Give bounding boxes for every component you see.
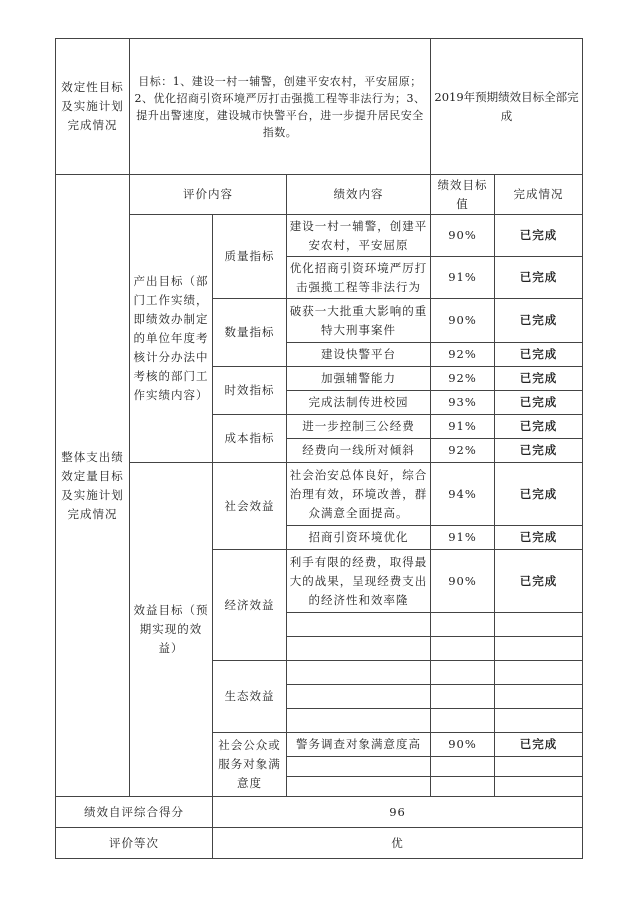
header-target-value: 绩效目标值 [431,175,495,215]
quantity-row-2-value: 92% [431,343,495,367]
social-row-2-value: 91% [431,526,495,550]
economic-benefit-label: 经济效益 [213,550,287,661]
quality-row-2-status: 已完成 [495,257,583,299]
output-goal-label: 产出目标（部门工作实绩，即绩效办制定的单位年度考核计分办法中考核的部门工作实绩内容） [130,215,213,463]
ecological-benefit-label: 生态效益 [213,661,287,733]
economic-empty-cell [495,637,583,661]
economic-empty-cell [495,613,583,637]
benefit-goal-label: 效益目标（预期实现的效益） [130,463,213,797]
ecological-empty-cell [287,685,431,709]
qual-section-label: 效定性目标及实施计划完成情况 [56,39,130,175]
social-row-1-status: 已完成 [495,463,583,526]
satisfaction-empty-cell [431,777,495,797]
satisfaction-empty-cell [495,777,583,797]
social-row-1-content: 社会治安总体良好，综合治理有效，环境改善，群众满意全面提高。 [287,463,431,526]
quality-row-1-status: 已完成 [495,215,583,257]
cost-row-2-value: 92% [431,439,495,463]
cost-row-1-value: 91% [431,415,495,439]
cost-row-1-content: 进一步控制三公经费 [287,415,431,439]
ecological-empty-cell [495,709,583,733]
social-benefit-label: 社会效益 [213,463,287,550]
header-perf-content: 绩效内容 [287,175,431,215]
economic-empty-cell [287,637,431,661]
timeliness-row-1-status: 已完成 [495,367,583,391]
timeliness-indicator-label: 时效指标 [213,367,287,415]
economic-row-1-status: 已完成 [495,550,583,613]
cost-row-1-status: 已完成 [495,415,583,439]
economic-empty-cell [431,637,495,661]
header-eval-content: 评价内容 [130,175,287,215]
cost-row-2-status: 已完成 [495,439,583,463]
social-row-2-status: 已完成 [495,526,583,550]
ecological-empty-cell [287,709,431,733]
ecological-empty-cell [495,661,583,685]
grade-label: 评价等次 [56,828,213,859]
satisfaction-empty-cell [287,757,431,777]
quantity-row-2-status: 已完成 [495,343,583,367]
quantity-row-1-content: 破获一大批重大影响的重特大刑事案件 [287,299,431,343]
quality-row-2-content: 优化招商引资环境严厉打击强揽工程等非法行为 [287,257,431,299]
cost-indicator-label: 成本指标 [213,415,287,463]
quantity-row-2-content: 建设快警平台 [287,343,431,367]
timeliness-row-1-content: 加强辅警能力 [287,367,431,391]
economic-row-1-value: 90% [431,550,495,613]
satisfaction-empty-cell [495,757,583,777]
quality-row-1-content: 建设一村一辅警，创建平安农村，平安屈原 [287,215,431,257]
quantity-indicator-label: 数量指标 [213,299,287,367]
ecological-empty-cell [431,709,495,733]
score-label: 绩效自评综合得分 [56,797,213,828]
satisfaction-row-1-status: 已完成 [495,733,583,757]
satisfaction-row-1-content: 警务调查对象满意度高 [287,733,431,757]
header-completion: 完成情况 [495,175,583,215]
satisfaction-empty-cell [287,777,431,797]
grade-value: 优 [213,828,583,859]
quant-section-label: 整体支出绩效定量目标及实施计划完成情况 [56,175,130,797]
cost-row-2-content: 经费向一线所对倾斜 [287,439,431,463]
economic-empty-cell [287,613,431,637]
quantity-row-1-status: 已完成 [495,299,583,343]
satisfaction-empty-cell [431,757,495,777]
social-row-2-content: 招商引资环境优化 [287,526,431,550]
social-row-1-value: 94% [431,463,495,526]
score-value: 96 [213,797,583,828]
qual-target-text: 目标：1、建设一村一辅警，创建平安农村，平安屈原；2、优化招商引资环境严厉打击强揽工程等非法行为；3、提升出警速度，建设城市快警平台，进一步提升居民安全指数。 [130,39,431,175]
quality-row-1-value: 90% [431,215,495,257]
qual-result-text: 2019年预期绩效目标全部完成 [431,39,583,175]
satisfaction-row-1-value: 90% [431,733,495,757]
timeliness-row-2-value: 93% [431,391,495,415]
ecological-empty-cell [495,685,583,709]
quantity-row-1-value: 90% [431,299,495,343]
satisfaction-label: 社会公众或服务对象满意度 [213,733,287,797]
ecological-empty-cell [431,685,495,709]
performance-table [55,38,583,859]
timeliness-row-1-value: 92% [431,367,495,391]
timeliness-row-2-content: 完成法制传进校园 [287,391,431,415]
economic-row-1-content: 利手有限的经费，取得最大的战果，呈现经费支出的经济性和效率隆 [287,550,431,613]
timeliness-row-2-status: 已完成 [495,391,583,415]
economic-empty-cell [431,613,495,637]
ecological-empty-cell [431,661,495,685]
quality-indicator-label: 质量指标 [213,215,287,299]
ecological-empty-cell [287,661,431,685]
quality-row-2-value: 91% [431,257,495,299]
